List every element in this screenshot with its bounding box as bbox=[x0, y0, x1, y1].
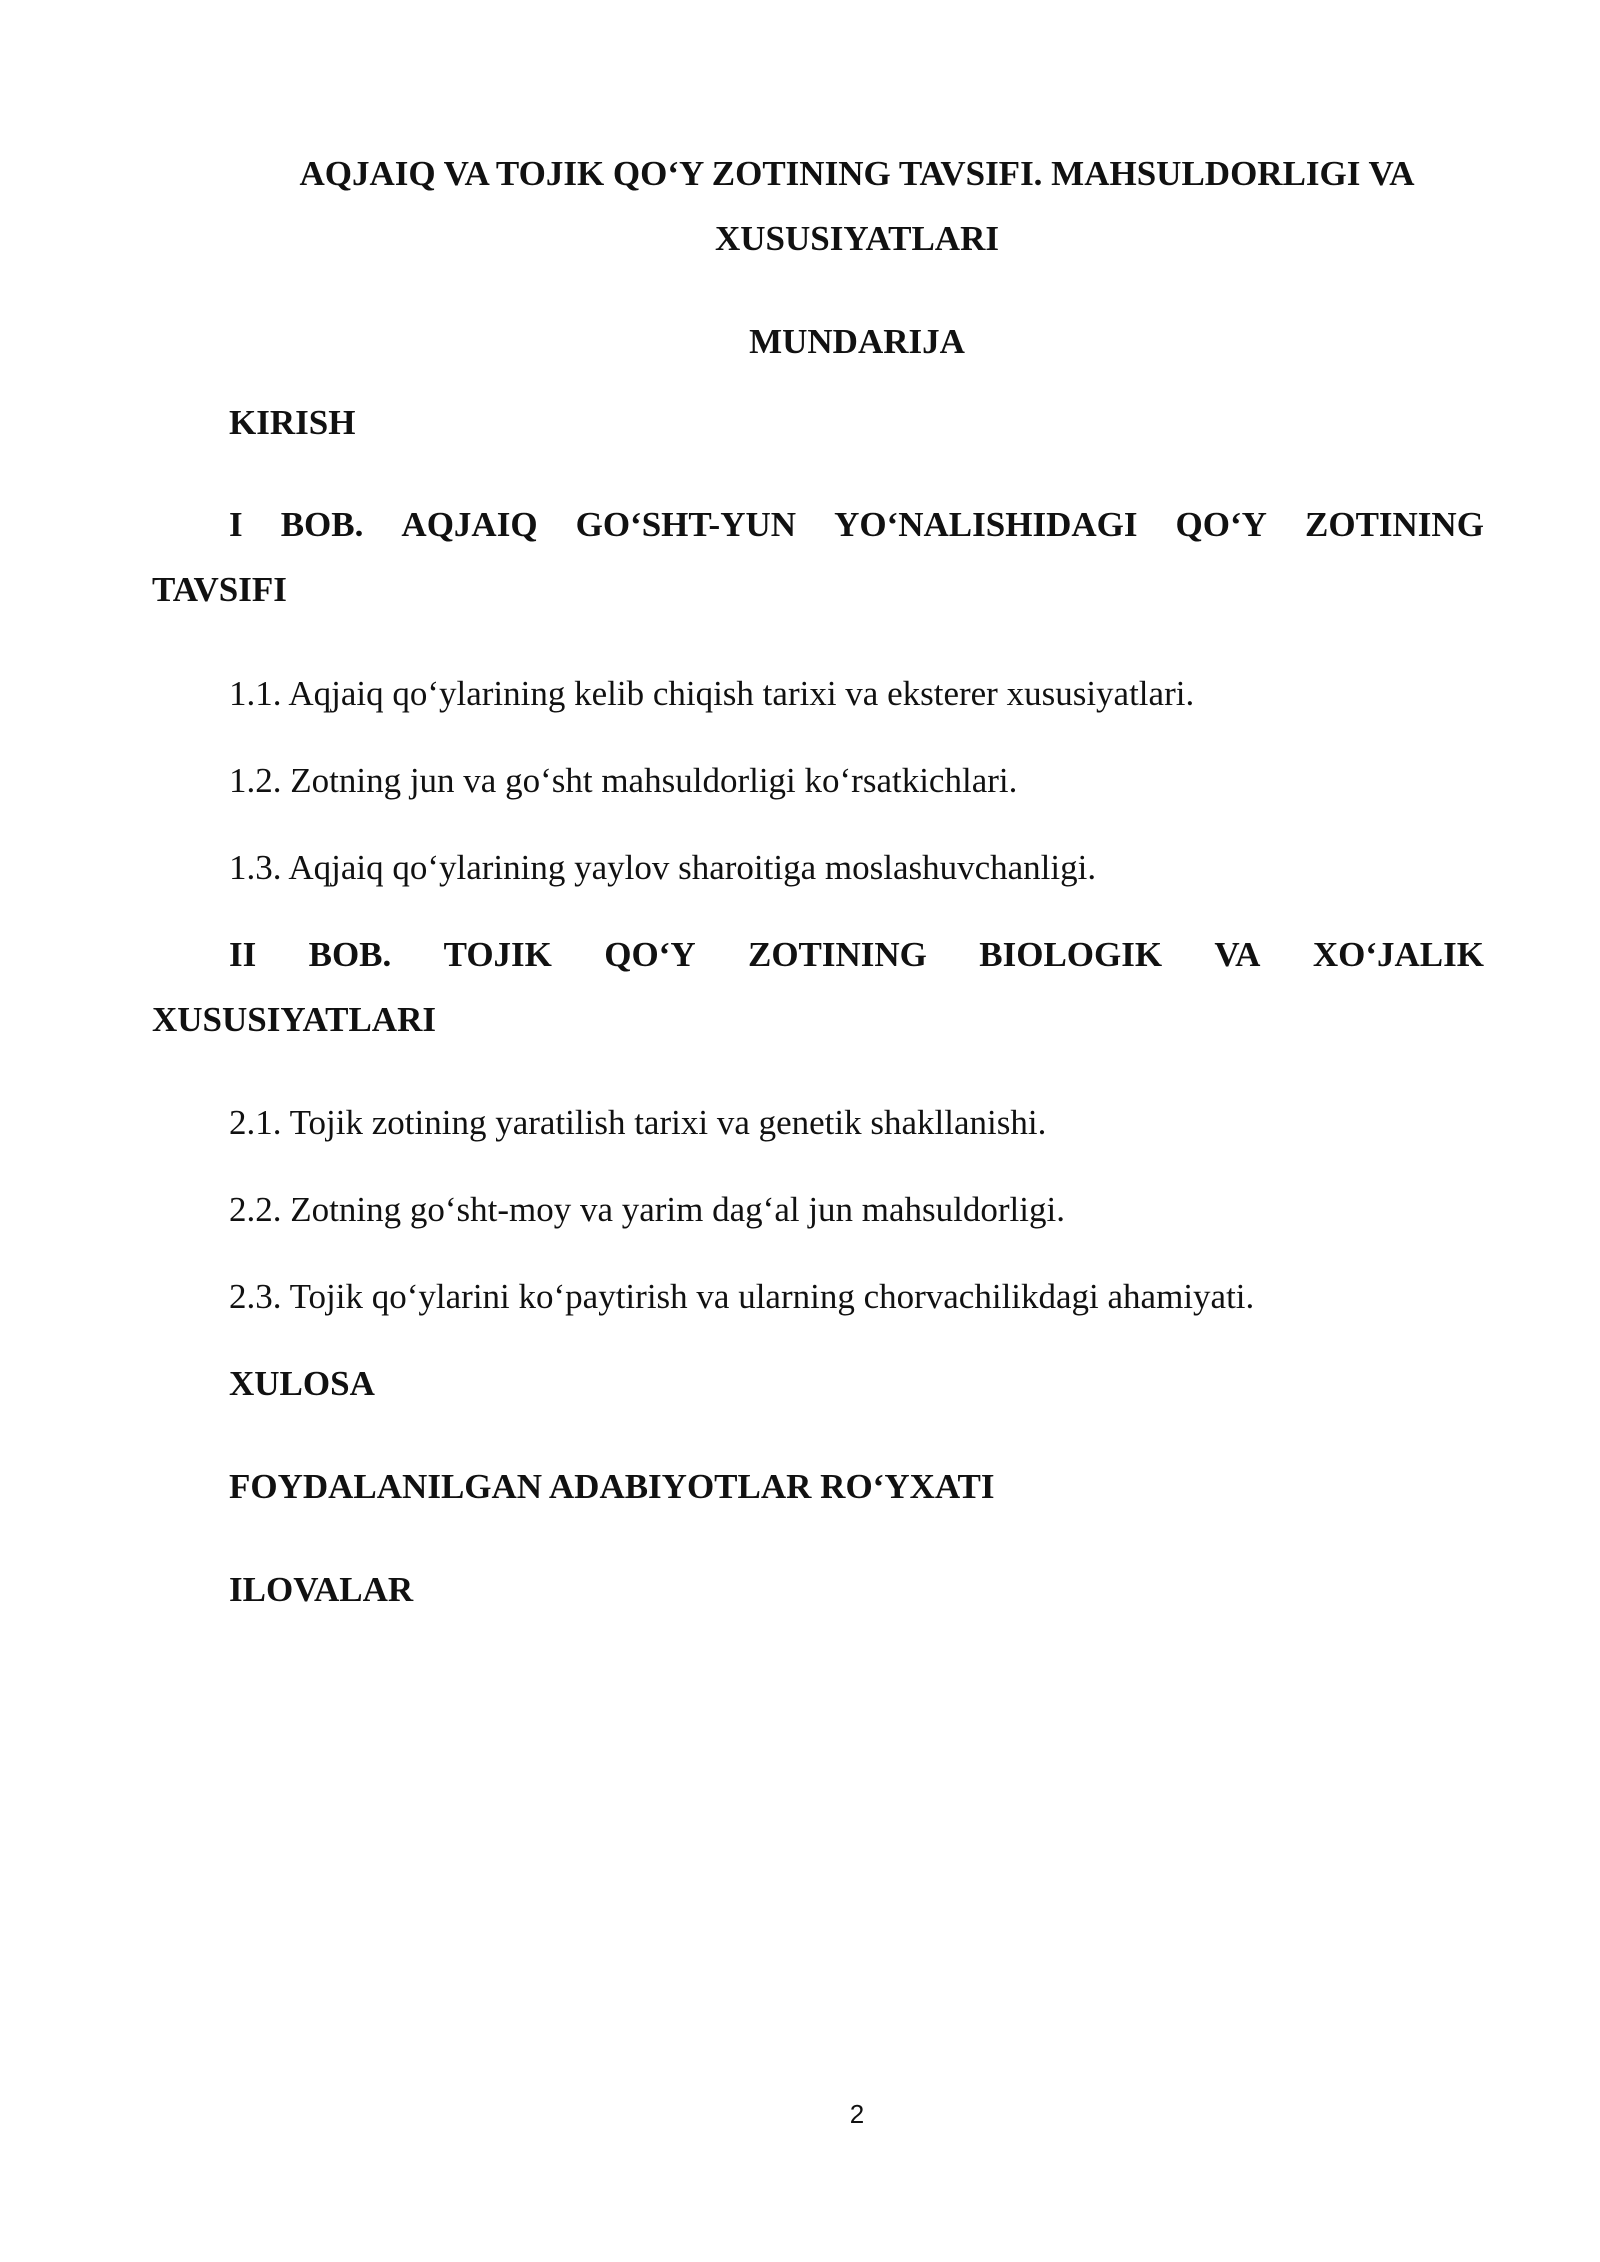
chapter-2-word: BIOLOGIK bbox=[979, 935, 1163, 974]
chapter-1-word: YO‘NALISHIDAGI bbox=[834, 505, 1138, 544]
toc-section-1-1: 1.1. Aqjaiq qo‘ylarining kelib chiqish tarixi va eksterer xususiyatlari. bbox=[229, 674, 1195, 713]
toc-appendices: ILOVALAR bbox=[229, 1570, 414, 1609]
toc-section-1-2: 1.2. Zotning jun va go‘sht mahsuldorligi ko‘rsatkichlari. bbox=[229, 761, 1018, 800]
contents-heading: MUNDARIJA bbox=[749, 322, 965, 361]
document-title-line-1: AQJAIQ VA TOJIK QO‘Y ZOTINING TAVSIFI. MAHSULDORLIGI VA bbox=[299, 154, 1415, 193]
toc-chapter-1-heading-continued: TAVSIFI bbox=[152, 570, 287, 609]
toc-section-2-3: 2.3. Tojik qo‘ylarini ko‘paytirish va ularning chorvachilikdagi ahamiyati. bbox=[229, 1277, 1255, 1316]
chapter-2-word: TOJIK bbox=[443, 935, 552, 974]
toc-references: FOYDALANILGAN ADABIYOTLAR RO‘YXATI bbox=[229, 1467, 995, 1506]
toc-section-1-3: 1.3. Aqjaiq qo‘ylarining yaylov sharoitiga moslashuvchanligi. bbox=[229, 848, 1097, 887]
chapter-2-word: II bbox=[229, 935, 257, 974]
chapter-2-word: QO‘Y bbox=[604, 935, 696, 974]
chapter-1-word: QO‘Y bbox=[1175, 505, 1267, 544]
toc-conclusion: XULOSA bbox=[229, 1364, 375, 1403]
chapter-2-word: BOB. bbox=[308, 935, 392, 974]
chapter-1-word: GO‘SHT-YUN bbox=[575, 505, 797, 544]
toc-chapter-2-heading-continued: XUSUSIYATLARI bbox=[152, 1000, 436, 1039]
chapter-2-word: VA bbox=[1214, 935, 1261, 974]
chapter-1-word: BOB. bbox=[280, 505, 364, 544]
chapter-1-word: ZOTINING bbox=[1305, 505, 1484, 544]
toc-section-2-1: 2.1. Tojik zotining yaratilish tarixi va genetik shakllanishi. bbox=[229, 1103, 1047, 1142]
chapter-1-word: I bbox=[229, 505, 243, 544]
toc-section-2-2: 2.2. Zotning go‘sht-moy va yarim dag‘al jun mahsuldorligi. bbox=[229, 1190, 1065, 1229]
toc-chapter-2-heading bbox=[229, 933, 1484, 977]
page-number: 2 bbox=[849, 2099, 865, 2129]
document-title-line-2: XUSUSIYATLARI bbox=[715, 219, 999, 258]
chapter-2-word: XO‘JALIK bbox=[1312, 935, 1484, 974]
toc-introduction: KIRISH bbox=[229, 403, 356, 442]
chapter-2-word: ZOTINING bbox=[747, 935, 927, 974]
toc-chapter-1-heading bbox=[229, 503, 1484, 547]
chapter-1-word: AQJAIQ bbox=[401, 505, 538, 544]
